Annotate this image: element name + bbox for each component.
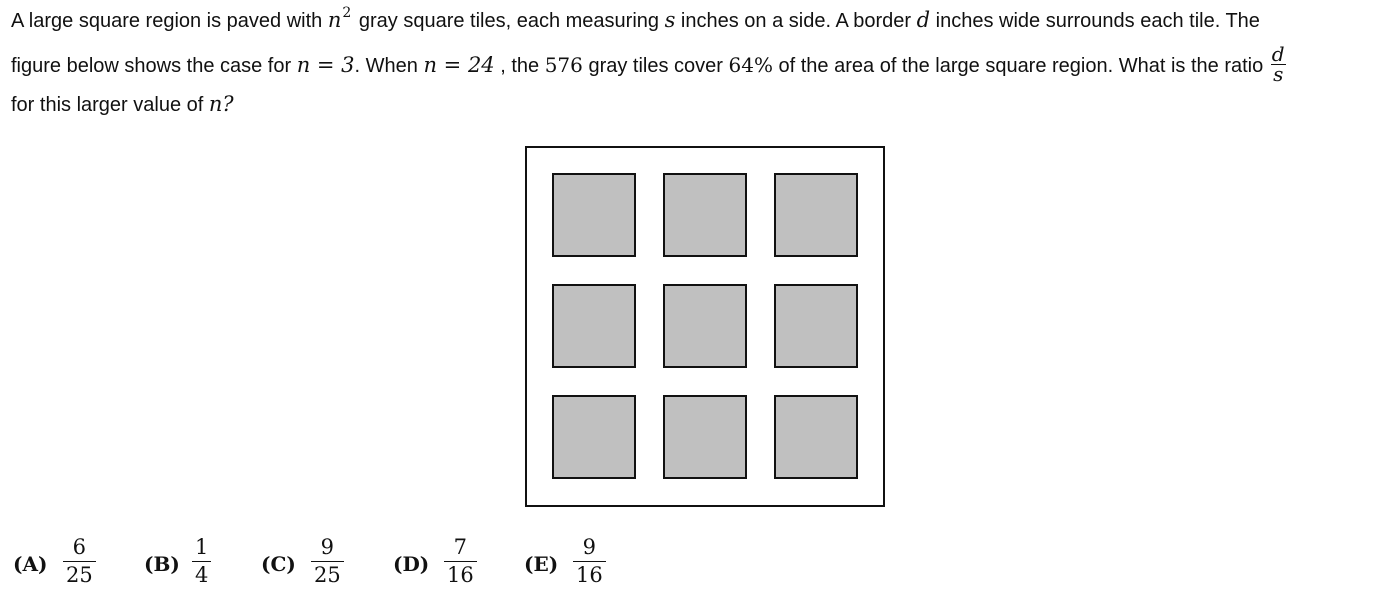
text-segment: A large square region is paved with [11, 10, 328, 32]
gray-tile [552, 395, 636, 479]
gray-tile [774, 173, 858, 257]
tile-figure [525, 146, 885, 507]
gray-tile [663, 395, 747, 479]
math-n-equals-24: n = 24 [423, 52, 495, 77]
math-exponent: 2 [342, 5, 352, 21]
text-segment: for this larger value of [11, 94, 209, 116]
choice-fraction [311, 534, 344, 589]
problem-line-1 [11, 3, 1260, 37]
problem-line-2 [11, 42, 1288, 86]
ratio-numerator: d [1271, 42, 1285, 66]
ratio-fraction [1271, 42, 1286, 86]
choice-fraction [63, 534, 96, 589]
choice-label: (D) [393, 552, 430, 576]
math-n: n [327, 8, 342, 32]
math-d: d [916, 8, 931, 32]
choice-numerator: 7 [444, 534, 477, 562]
gray-tile [552, 284, 636, 368]
choice-denominator: 4 [195, 563, 209, 587]
choice-numerator: 1 [192, 534, 211, 562]
choice-denominator: 16 [447, 563, 474, 587]
problem-line-3 [11, 87, 234, 121]
text-segment: of the area of the large square region. What is the ratio [772, 54, 1269, 77]
ratio-denominator: s [1273, 62, 1284, 86]
math-n-equals-3: n = 3 [296, 52, 355, 77]
choice-label: (E) [524, 552, 559, 576]
choice-label: (A) [13, 552, 48, 576]
choice-denominator: 25 [314, 563, 341, 587]
text-segment: inches wide surrounds each tile. The [930, 10, 1260, 32]
choice-numerator: 9 [573, 534, 606, 562]
choice-label: (B) [144, 552, 180, 576]
choice-fraction [192, 534, 211, 589]
choice-fraction [444, 534, 477, 589]
text-segment: gray tiles cover [582, 54, 729, 77]
text-segment: inches on a side. A border [675, 10, 917, 32]
gray-tile [552, 173, 636, 257]
text-segment: gray square tiles, each measuring [353, 10, 665, 32]
text-segment: figure below shows the case for [11, 54, 297, 77]
choice-numerator: 9 [311, 534, 344, 562]
text-segment: . When [354, 54, 424, 77]
choice-denominator: 16 [576, 563, 603, 587]
gray-tile [663, 173, 747, 257]
math-s: s [664, 8, 676, 32]
choice-label: (C) [261, 552, 296, 576]
choice-fraction [573, 534, 606, 589]
gray-tile [663, 284, 747, 368]
math-64-percent: 64% [728, 52, 773, 77]
text-segment: , the [494, 54, 545, 77]
choice-numerator: 6 [63, 534, 96, 562]
gray-tile [774, 395, 858, 479]
choice-denominator: 25 [66, 563, 93, 587]
gray-tile [774, 284, 858, 368]
math-576: 576 [544, 52, 583, 77]
math-n-question: n? [208, 92, 234, 116]
